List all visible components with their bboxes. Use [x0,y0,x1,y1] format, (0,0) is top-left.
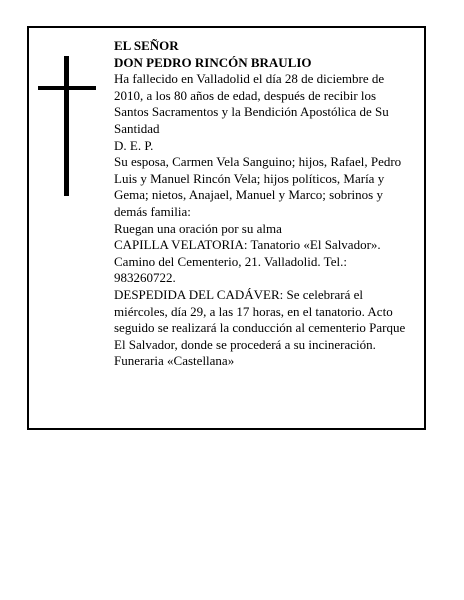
heading-title: EL SEÑOR [114,38,179,53]
deceased-name: DON PEDRO RINCÓN BRAULIO [114,54,312,70]
cross-vertical-bar [64,56,69,196]
rip-abbreviation: D. E. P. [114,137,154,153]
death-announcement: Ha fallecido en Valladolid el día 28 de diciembre de 2010, a los 80 años de edad, después de recibir los Santos Sacramentos y la Bendición Apostólica de Su Santidad [114,71,389,136]
chapel-info: CAPILLA VELATORIA: Tanatorio «El Salvador». Camino del Cementerio, 21. Valladolid. Tel.: 983260722. [114,237,381,286]
prayer-request: Ruegan una oración por su alma [114,220,282,236]
farewell-info: DESPEDIDA DEL CADÁVER: Se celebrará el miércoles, día 29, a las 17 horas, en el tanatorio. Acto seguido se realizará la conducción al cementerio Parque El Salvador, donde se procederá a su incineración. [114,286,406,352]
family-list: Su esposa, Carmen Vela Sanguino; hijos, Rafael, Pedro Luis y Manuel Rincón Vela; hijos políticos, María y Gema; nietos, Anajael, Manuel y Marco; sobrinos y demás familia: [114,154,402,219]
obituary-text [114,38,410,370]
funeral-home: Funeraria «Castellana» [114,353,235,369]
cross-horizontal-bar [38,86,96,90]
